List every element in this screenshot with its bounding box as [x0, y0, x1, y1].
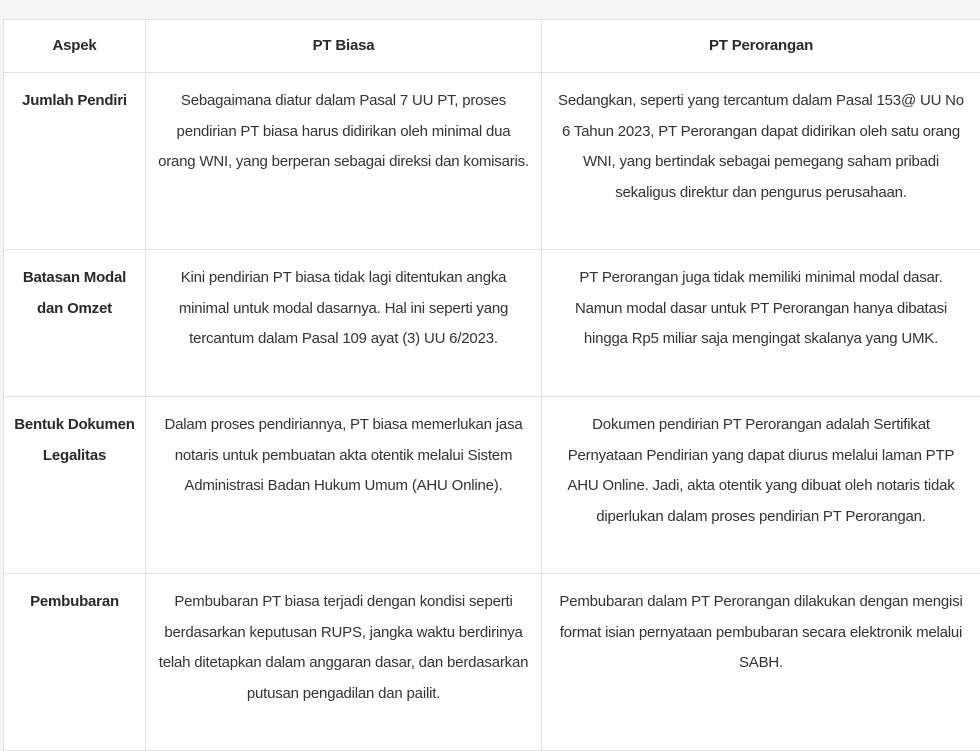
table-row [4, 574, 980, 751]
pt-biasa-cell: Kini pendirian PT biasa tidak lagi ditentukan angka minimal untuk modal dasarnya. Hal ini seperti yang tercantum dalam Pasal 109 ayat (3) UU 6/2023. [146, 250, 542, 397]
pt-perorangan-cell: Pembubaran dalam PT Perorangan dilakukan dengan mengisi format isian pernyataan pembubaran secara elektronik melalui SABH. [542, 574, 980, 751]
aspect-cell: Jumlah Pendiri [4, 73, 146, 250]
header-aspek: Aspek [4, 20, 146, 73]
pt-biasa-cell: Sebagaimana diatur dalam Pasal 7 UU PT, proses pendirian PT biasa harus didirikan oleh minimal dua orang WNI, yang berperan sebagai direksi dan komisaris. [146, 73, 542, 250]
table-body [4, 73, 980, 751]
header-pt-perorangan: PT Perorangan [542, 20, 980, 73]
header-pt-biasa: PT Biasa [146, 20, 542, 73]
pt-perorangan-cell: PT Perorangan juga tidak memiliki minimal modal dasar. Namun modal dasar untuk PT Perorangan hanya dibatasi hingga Rp5 miliar saja mengingat skalanya yang UMK. [542, 250, 980, 397]
pt-perorangan-cell: Dokumen pendirian PT Perorangan adalah Sertifikat Pernyataan Pendirian yang dapat diurus melalui laman PTP AHU Online. Jadi, akta otentik yang dibuat oleh notaris tidak diperlukan dalam proses pendirian PT Perorangan. [542, 397, 980, 574]
table-row [4, 397, 980, 574]
comparison-table [3, 19, 980, 751]
pt-perorangan-cell: Sedangkan, seperti yang tercantum dalam Pasal 153@ UU No 6 Tahun 2023, PT Perorangan dapat didirikan oleh satu orang WNI, yang bertindak sebagai pemegang saham pribadi sekaligus direktur dan pengurus perusahaan. [542, 73, 980, 250]
pt-biasa-cell: Pembubaran PT biasa terjadi dengan kondisi seperti berdasarkan keputusan RUPS, jangka waktu berdirinya telah ditetapkan dalam anggaran dasar, dan berdasarkan putusan pengadilan dan pailit. [146, 574, 542, 751]
table-row [4, 73, 980, 250]
aspect-cell: Bentuk Dokumen Legalitas [4, 397, 146, 574]
header-row [4, 20, 980, 73]
table-header [4, 20, 980, 73]
pt-biasa-cell: Dalam proses pendiriannya, PT biasa memerlukan jasa notaris untuk pembuatan akta otentik melalui Sistem Administrasi Badan Hukum Umum (AHU Online). [146, 397, 542, 574]
aspect-cell: Pembubaran [4, 574, 146, 751]
comparison-table-container [3, 19, 980, 751]
aspect-cell: Batasan Modal dan Omzet [4, 250, 146, 397]
table-row [4, 250, 980, 397]
